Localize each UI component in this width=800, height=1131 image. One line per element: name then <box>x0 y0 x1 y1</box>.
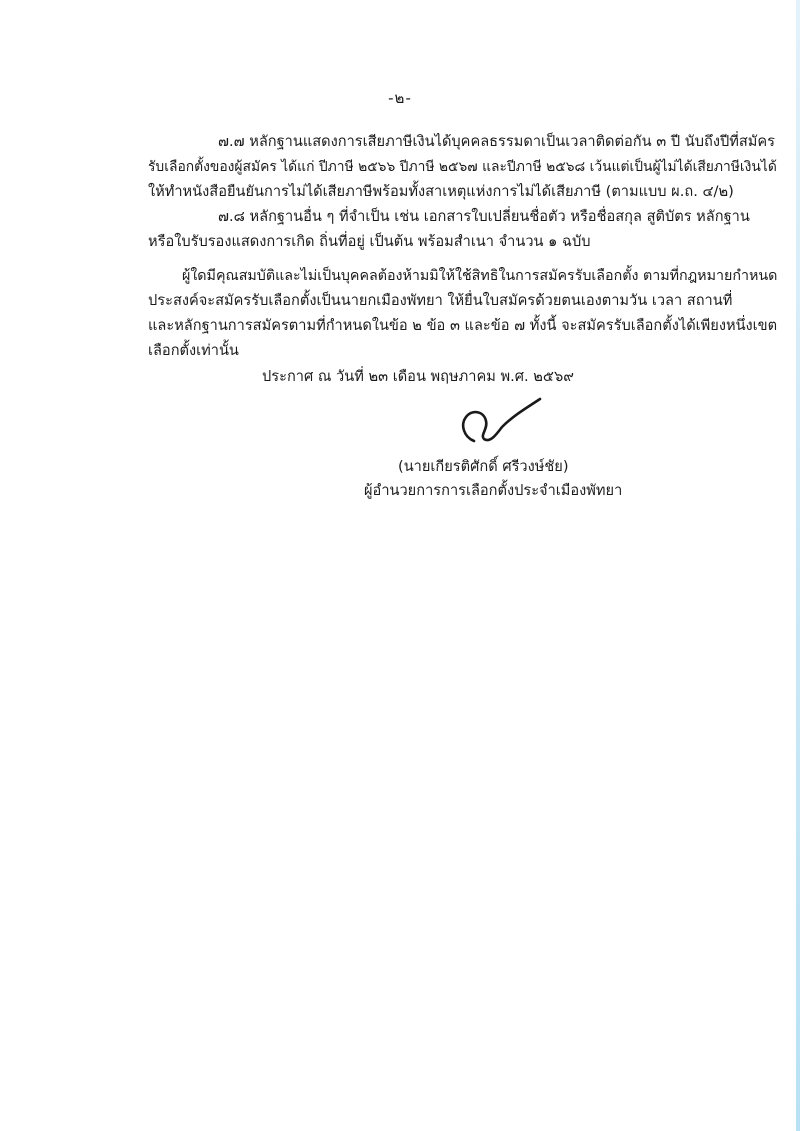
paragraph-line-3: และหลักฐานการสมัครตามที่กำหนดในข้อ ๒ ข้อ ๓ และข้อ ๗ ทั้งนี้ จะสมัครรับเลือกตั้งได้เพียงหนึ่งเขต <box>148 317 778 334</box>
section-7-7-line-3: ให้ทำหนังสือยืนยันการไม่ได้เสียภาษีพร้อมทั้งสาเหตุแห่งการไม่ได้เสียภาษี (ตามแบบ ผ.ถ. ๔/๒) <box>148 183 734 200</box>
signatory-name: (นายเกียรติศักดิ์ ศรีวงษ์ชัย) <box>398 458 569 475</box>
signatory-position: ผู้อำนวยการการเลือกตั้งประจำเมืองพัทยา <box>364 482 623 499</box>
announcement-date: ประกาศ ณ วันที่ ๒๓ เดือน พฤษภาคม พ.ศ. ๒๕๖๙ <box>262 368 574 385</box>
section-7-8-line-2: หรือใบรับรองแสดงการเกิด ถิ่นที่อยู่ เป็นต้น พร้อมสำเนา จำนวน ๑ ฉบับ <box>148 233 591 250</box>
handwritten-signature <box>452 397 552 443</box>
page-edge-tint <box>796 0 800 1131</box>
section-7-8-line-1: ๗.๘ หลักฐานอื่น ๆ ที่จำเป็น เช่น เอกสารใบเปลี่ยนชื่อตัว หรือชื่อสกุล สูติบัตร หลักฐาน <box>218 208 750 225</box>
paragraph-line-2: ประสงค์จะสมัครรับเลือกตั้งเป็นนายกเมืองพัทยา ให้ยื่นใบสมัครด้วยตนเองตามวัน เวลา สถานที่ <box>148 292 733 309</box>
paragraph-line-4: เลือกตั้งเท่านั้น <box>148 342 239 359</box>
section-7-7-line-1: ๗.๗ หลักฐานแสดงการเสียภาษีเงินได้บุคคลธรรมดาเป็นเวลาติดต่อกัน ๓ ปี นับถึงปีที่สมัคร <box>218 133 775 150</box>
paragraph-line-1: ผู้ใดมีคุณสมบัติและไม่เป็นบุคคลต้องห้ามมิให้ใช้สิทธิในการสมัครรับเลือกตั้ง ตามที่กฎหมายกำหนด <box>182 268 778 284</box>
page-number: -๒- <box>388 89 412 107</box>
section-7-7-line-2: รับเลือกตั้งของผู้สมัคร ได้แก่ ปีภาษี ๒๕๖๖ ปีภาษี ๒๕๖๗ และปีภาษี ๒๕๖๘ เว้นแต่เป็นผู้ไม่ได้เสียภาษีเงินได้ <box>148 159 777 175</box>
